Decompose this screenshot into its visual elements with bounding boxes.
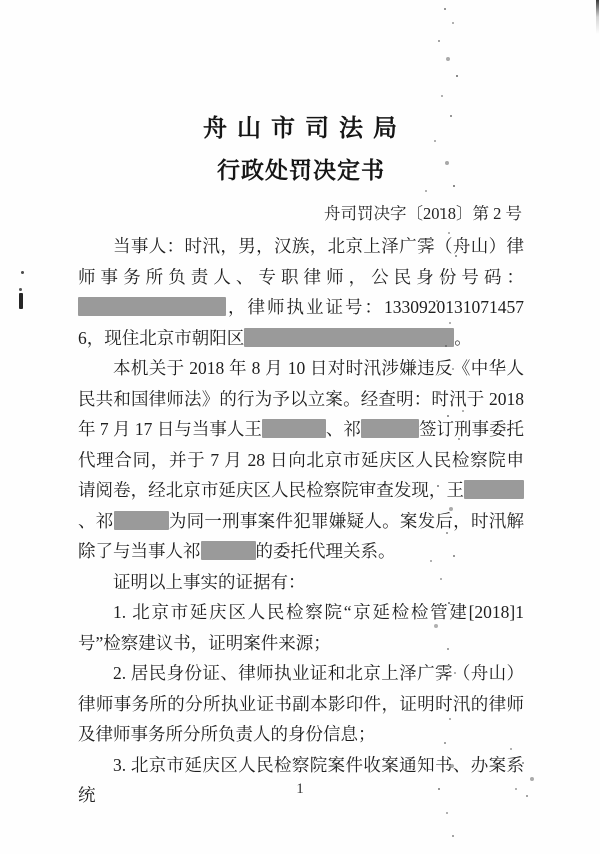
paragraph xyxy=(78,750,524,811)
document-subtitle: 行政处罚决定书 xyxy=(217,158,385,183)
scan-edge-mark xyxy=(596,0,599,34)
scan-speck xyxy=(19,293,23,309)
redaction-bar xyxy=(361,419,419,438)
body-text: ，律师执业证号：13309201310714576，现住北京市朝阳区 xyxy=(78,297,524,348)
document-body xyxy=(78,231,524,811)
redaction-bar xyxy=(244,328,454,347)
paragraph xyxy=(78,658,524,750)
scan-speck xyxy=(21,271,24,274)
document-title: 舟 山 市 司 法 局 xyxy=(203,116,399,142)
body-text: 3. 北京市延庆区人民检察院案件收案通知书、办案系统 xyxy=(78,754,524,805)
body-text: 为同一刑事案件犯罪嫌疑人。案发后，时汛解除了与当事人祁 xyxy=(78,510,524,561)
body-text: 1. 北京市延庆区人民检察院“京延检检管建[2018]1 号”检察建议书，证明案件来源； xyxy=(78,602,524,653)
paragraph xyxy=(78,231,524,353)
scan-noise-band xyxy=(0,0,2,2)
document-number: 舟司罚决字〔2018〕第 2 号 xyxy=(324,204,522,223)
body-text: 、祁 xyxy=(78,510,114,531)
redaction-bar xyxy=(78,297,226,316)
body-text: 本机关于 2018 年 8 月 10 日对时汛涉嫌违反《中华人民共和国律师法》的行为予以立案。经查明：时汛于 2018 年 7 月 17 日与当事人王 xyxy=(78,358,524,439)
body-text: 签订刑事委托代理合同，并于 7 月 28 日向北京市延庆区人民检察院申请阅卷，经北京市延庆区人民检察院审查发现，王 xyxy=(78,419,525,500)
body-text: 、祁 xyxy=(325,419,361,439)
paragraph xyxy=(78,597,524,658)
body-text: 2. 居民身份证、律师执业证和北京上泽广霁（舟山）律师事务所的分所执业证书副本影印件，证明时汛的律师及律师事务所分所负责人的身份信息； xyxy=(78,663,524,744)
page-number: 1 xyxy=(296,781,304,797)
redaction-bar xyxy=(464,480,524,499)
body-text: 的委托代理关系。 xyxy=(255,541,396,561)
redaction-bar xyxy=(114,511,169,530)
body-text: 当事人：时汛，男，汉族，北京上泽广霁（舟山）律师事务所负责人、专职律师，公民身份号码： xyxy=(78,236,524,287)
paragraph xyxy=(78,353,524,567)
redaction-bar xyxy=(201,541,256,560)
paragraph xyxy=(78,567,524,598)
body-text: 证明以上事实的证据有： xyxy=(113,571,306,592)
body-text: 。 xyxy=(454,327,472,348)
redaction-bar xyxy=(262,419,326,438)
